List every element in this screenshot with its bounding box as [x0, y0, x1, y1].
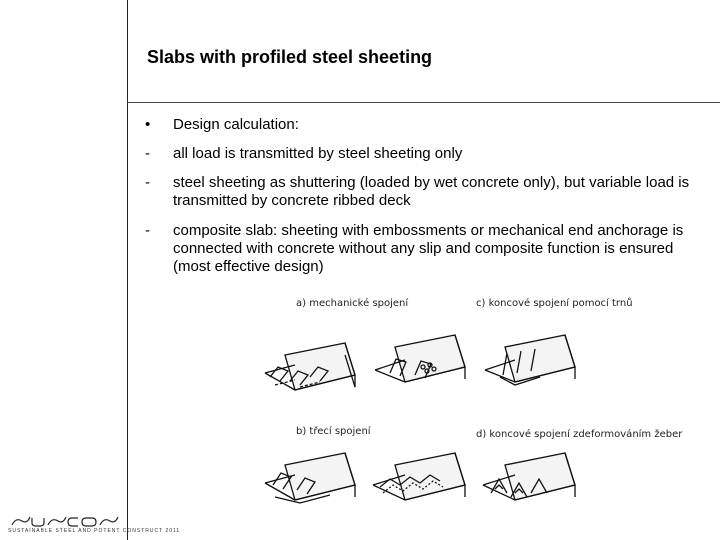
list-item: all load is transmitted by steel sheeting only — [173, 145, 463, 162]
figure-label-a: a) mechanické spojení — [296, 298, 409, 309]
list-item: steel sheeting as shuttering (loaded by wet concrete only), but variable load is transmitted by concrete ribbed deck — [173, 174, 690, 209]
slab-block-c — [485, 335, 575, 385]
figure-label-d: d) koncové spojení zdeformováním žeber — [476, 429, 683, 440]
slab-block-a2 — [375, 335, 465, 382]
list-item: Design calculation: — [173, 116, 299, 133]
bullet-marker: - — [145, 145, 150, 162]
list-item: composite slab: sheeting with embossments or mechanical end anchorage is connected with concrete without any slip and composite function is ensured (most effective design) — [173, 222, 684, 275]
figure-label-c: c) koncové spojení pomocí trnů — [476, 298, 633, 309]
footer-tagline: SUSTAINABLE STEEL AND POTENT CONSTRUCT 2011 — [8, 528, 181, 534]
vertical-divider — [127, 0, 128, 540]
suscos-logo — [10, 515, 120, 527]
title-underline — [127, 102, 720, 103]
figure-label-b: b) třecí spojení — [296, 426, 371, 437]
slab-block-d — [483, 453, 575, 500]
slab-block-b2 — [373, 453, 465, 500]
composite-slab-figure — [255, 315, 685, 535]
page-title: Slabs with profiled steel sheeting — [147, 47, 433, 67]
slab-block-b1 — [265, 453, 355, 503]
bullet-marker: - — [145, 222, 150, 239]
slab-block-a1 — [265, 343, 355, 390]
bullet-marker: - — [145, 174, 150, 191]
bullet-marker: • — [145, 116, 151, 133]
